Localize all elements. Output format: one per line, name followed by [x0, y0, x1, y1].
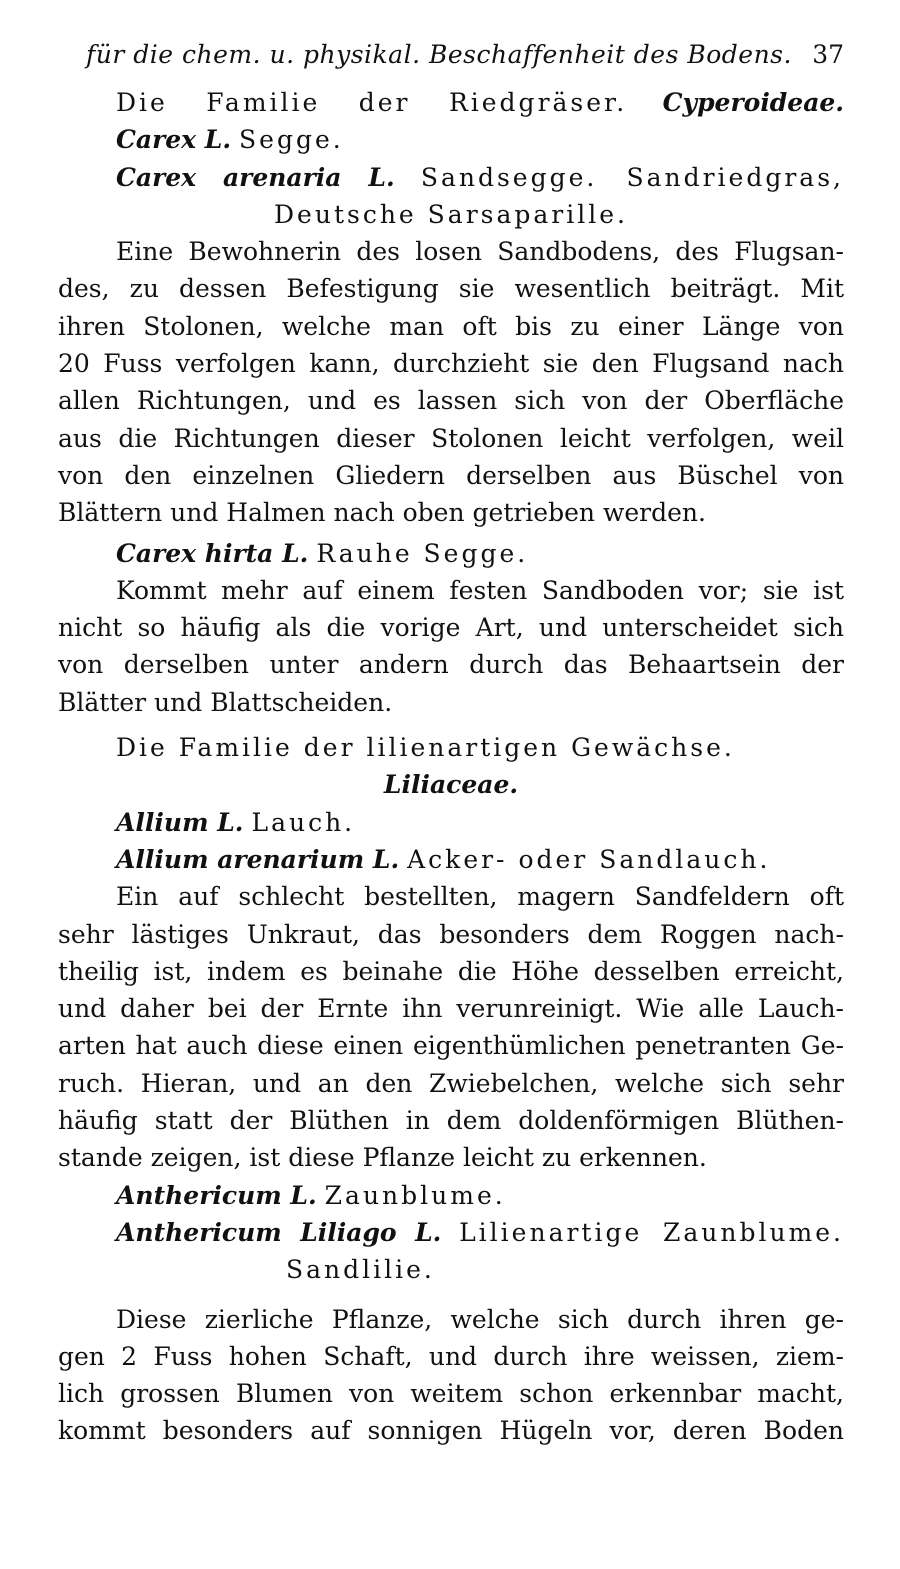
text-line: Blätter und Blattscheiden.: [58, 687, 393, 717]
genus-german-name: Segge.: [239, 125, 344, 155]
species-german-name-continued: Sandlilie.: [286, 1255, 435, 1285]
text-line: 20 Fuss verfolgen kann, durchzieht sie den Flugsand nach: [58, 349, 844, 379]
running-title: für die chem. u. physikal. Beschaffenheit des Bodens.: [86, 40, 792, 69]
text-line: stande zeigen, ist diese Pflanze leicht zu erkennen.: [58, 1143, 707, 1173]
text-line: aus die Richtungen dieser Stolonen leicht verfolgen, weil: [58, 423, 844, 453]
genus-heading-anthericum: [58, 1177, 844, 1214]
genus-heading-allium: [58, 804, 844, 841]
family-latin-name: Liliaceae.: [383, 770, 519, 800]
text-line: von derselben unter andern durch das Behaartsein der: [58, 650, 844, 680]
text-line: Blättern und Halmen nach oben getrieben werden.: [58, 498, 706, 528]
text-line: und daher bei der Ernte ihn verunreinigt. Wie alle Lauch-: [58, 994, 844, 1024]
text-line: Diese zierliche Pflanze, welche sich durch ihren ge-: [116, 1304, 844, 1334]
species-heading-allium-arenarium: [58, 841, 844, 878]
text-line: Ein auf schlecht bestellten, magern Sandfeldern oft: [116, 882, 844, 912]
text-line: ihren Stolonen, welche man oft bis zu einer Länge von: [58, 311, 844, 341]
genus-latin-name: Allium L.: [116, 807, 244, 837]
text-line: kommt besonders auf sonnigen Hügeln vor, deren Boden: [58, 1416, 844, 1446]
text-line: allen Richtungen, und es lassen sich von der Oberfläche: [58, 386, 844, 416]
genus-latin-name: Anthericum L.: [116, 1180, 317, 1210]
page-number: 37: [812, 40, 844, 69]
page-header: [58, 40, 844, 84]
text-line: häufig statt der Blüthen in dem doldenförmigen Blüthen-: [58, 1106, 844, 1136]
family-latin-name: Cyperoideae.: [662, 88, 845, 117]
species-german-name: Sandsegge. Sandriedgras,: [420, 162, 844, 192]
genus-heading-carex: [58, 121, 844, 158]
paragraph-carex-arenaria: [58, 233, 844, 531]
book-page: [58, 40, 844, 1450]
text-line: sehr lästiges Unkraut, das besonders dem Roggen nach-: [58, 919, 844, 949]
species-latin-name: Allium arenarium L.: [116, 844, 400, 874]
text-line: ruch. Hieran, und an den Zwiebelchen, welche sich sehr: [58, 1068, 844, 1098]
family-latin-name-liliaceae: [58, 766, 844, 803]
text-line: Eine Bewohnerin des losen Sandbodens, des Flugsan-: [116, 237, 844, 267]
text-line: theilig ist, indem es beinahe die Höhe desselben erreicht,: [58, 956, 844, 986]
text-line: lich grossen Blumen von weitem schon erkennbar macht,: [58, 1379, 844, 1409]
species-german-name: Rauhe Segge.: [316, 538, 529, 568]
genus-german-name: Lauch.: [251, 807, 356, 837]
species-german-name-continued: Deutsche Sarsaparille.: [274, 199, 628, 229]
species-german-name: Lilienartige Zaunblume.: [459, 1217, 844, 1247]
family-german-name: Die Familie der Riedgräser.: [116, 88, 628, 117]
text-line: des, zu dessen Befestigung sie wesentlich beiträgt. Mit: [58, 274, 844, 304]
genus-german-name: Zaunblume.: [324, 1180, 506, 1210]
text-line: Kommt mehr auf einem festen Sandboden vor; sie ist: [116, 575, 844, 605]
text-line: nicht so häufig als die vorige Art, und unterscheidet sich: [58, 613, 844, 643]
family-heading-liliaceae: Die Familie der lilienartigen Gewächse.: [116, 733, 735, 763]
species-german-name: Acker- oder Sandlauch.: [407, 844, 771, 874]
text-line: arten hat auch diese einen eigenthümlichen penetranten Ge-: [58, 1031, 844, 1061]
species-heading-carex-arenaria: [58, 159, 844, 196]
species-heading-anthericum-liliago: [58, 1214, 844, 1251]
family-heading-cyperoideae: [58, 84, 844, 121]
species-latin-name: Carex arenaria L.: [116, 162, 395, 192]
species-heading-carex-hirta: [58, 535, 844, 572]
paragraph-allium-arenarium: [58, 878, 844, 1176]
genus-latin-name: Carex L.: [116, 125, 232, 155]
text-line: gen 2 Fuss hohen Schaft, und durch ihre weissen, ziem-: [58, 1341, 844, 1371]
text-line: von den einzelnen Gliedern derselben aus Büschel von: [58, 460, 844, 490]
species-latin-name: Anthericum Liliago L.: [116, 1217, 442, 1247]
paragraph-carex-hirta: [58, 572, 844, 721]
paragraph-anthericum-liliago: [58, 1301, 844, 1450]
species-latin-name: Carex hirta L.: [116, 538, 309, 568]
